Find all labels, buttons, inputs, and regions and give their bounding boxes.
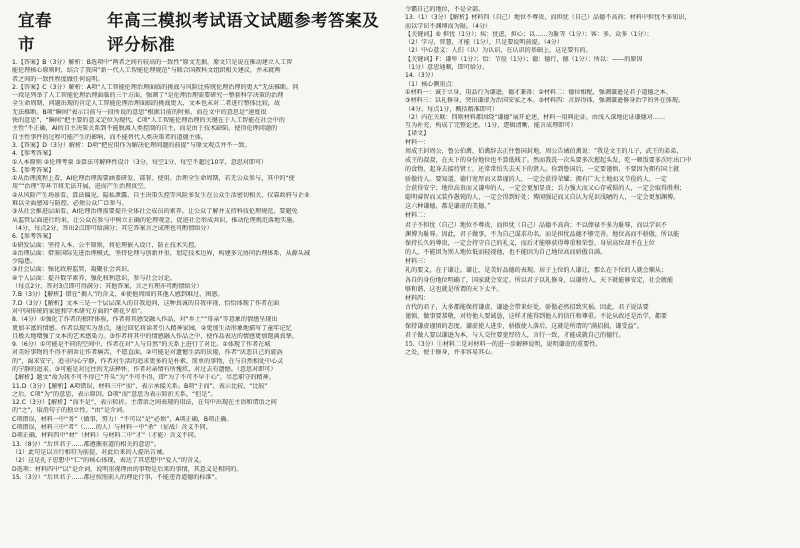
header-title: 年高三模拟考试语文试题参考答案及评分标准	[107, 11, 380, 54]
right-text-line: 会获得安宁；地位高贵而又谦卑的人，一定会更加显贵；兵力强大而又心存戒惧的人，一定会取得胜利；	[405, 184, 686, 192]
right-text-line: 【译文】	[405, 130, 430, 138]
right-text-line: 的食物，起身去接待贤士，还常常怕失去天下的贤人。你到鲁国后，一定要谨慎，不要因为拥有国土就	[405, 166, 680, 174]
header-city: 宜春市	[18, 11, 52, 54]
left-text-line: 【解析】题文“故为我不可不得已”开头“为”不可不得，即“为了不可不早于心”，尽忠职守的精神。	[12, 374, 275, 382]
left-text-line: 11.D（3分）【解析】A项错误，材料三中“而”，表示承接关系。B项“于而”，表示比较，“比较”	[12, 382, 268, 390]
right-text-line: 保持谦虚谨慎的态度。谦虚使人进步，骄傲使人落后。这就是所谓的“满招损，谦受益”。	[405, 322, 643, 330]
right-column	[405, 6, 788, 544]
document-header	[12, 7, 395, 55]
left-text-line: 对美好事物的不得不割舍让作者痛苦，不愿直面。②可能是对遗憾生活的厌倦，作者“厌恶自己的旋涡	[12, 349, 283, 357]
left-text-line: ①人本原则 ②伦理考量 ③算法可解释性设计（3分，每空1分，每空不超过10字，意思对即可）	[12, 158, 268, 166]
right-text-line: （4分，每点1分，概括精准即可）	[405, 105, 499, 113]
left-text-line: 4.【参考答案】	[12, 150, 55, 158]
right-text-line: 成王的叔叔，在天下的身份地位也不算低贱了。然而我洗一次头要多次握起头发，吃一顿饭要多次吐出口中	[405, 157, 692, 165]
right-text-line: 的人，不能因为别人地位低而轻视他，也不能因为自己地位高而骄傲自满。	[405, 249, 607, 257]
left-text-line: 无法推断。B项“瞬间”表示目前与一段所说的意思”根据目前的时候，而在文中的意思是“速度很	[12, 108, 267, 116]
right-text-line: 各自的身份地位明确了，国家就会安定。所以君子以礼修身，以谦待人。天下就能够安定，社会就能	[405, 276, 674, 284]
right-text-line: （1分）意思通顺，即可给分。	[405, 64, 489, 72]
left-text-line: 对中国传统的家庭和学术研究方面的“朝花夕拾”。	[12, 307, 147, 315]
left-text-line: 2.【答案】C（3分）解析：A项“人工智能伦理治理面临的挑战与风险比传统伦理治理的更大”无法推断。同	[12, 83, 299, 91]
left-text-line: 之后，C项“为”的意思，表示原因。D项“而”意思为表示转折关系，“但是”。	[12, 390, 217, 398]
right-text-line: 14.（3分）	[405, 72, 437, 80]
left-text-line: （1）此句是以言行相符为前提，对此后来的人提出告诫。	[12, 448, 169, 456]
right-text-line: 谨慎，做事要恭敬，对待他人要诚恳，这样才能得到他人的信任和尊重。不论从政还是治学，都要	[405, 313, 668, 321]
left-text-line: 的“之”，取消句子的独立性。“由”是介词。	[12, 407, 129, 415]
right-text-line: （2）学习，智慧、才能（1分），只是要说明前提。（4分）	[405, 39, 563, 47]
left-text-line: 9.（6分）①可能是不同的空间中，作者在对“人与自然”的关系上进行了对比。①体现了作者在城	[12, 341, 271, 349]
left-text-line: 者之间的一致性程度做任何说明。	[12, 75, 104, 83]
left-text-line: 6.【参考答案】	[12, 233, 55, 241]
left-text-line: 从监管层面进行约束，让公众在参与中树立正确的伦理观念，促进社会形成共识，推动伦理规范落地实施。	[12, 216, 299, 224]
right-text-line: 之处，使于修身，并非容易其心。	[405, 349, 497, 357]
right-text-line: 这六种谦德，都是谦虚的美德。”	[405, 203, 491, 211]
left-text-line: D选项：材料四中“以”是介词，说明重视理由的事物是后来的事情，其意义是相同的。	[12, 465, 243, 473]
left-text-line: 用”“治理”等环节将无法开展，进而产生治理真空。	[12, 183, 150, 191]
left-text-line: 15.（3分）“后世君子……都应按照前人的理论行事，不能违背道德的标准”。	[12, 473, 221, 481]
right-text-line: 君子不担忧（自己）地位不尊贵，而担忧（自己）品德不高尚；不以俸禄不多为耻辱，而以学识不	[405, 221, 668, 229]
left-text-line: 主性”不正确，AI的自主决策关系到不能脱离人类控制的自主，而是由于技术缺陷，使得伦理问题的	[12, 125, 278, 133]
right-text-line: 周成王封周公，鲁公伯禽，伯禽辞去正往鲁国封地，周公告诫伯禽说：“我是文王的儿子，武王的弟弟，	[405, 148, 683, 156]
left-text-line: （每点2分，答对3点即可得满分；其他答案，言之有理亦可酌情给分）	[12, 283, 203, 291]
left-text-line: C项错误，材料一中“务”（做事，努力）“不可以”是“必须”，A项正确，B项正确。	[12, 415, 233, 423]
left-text-line: 更加丰富的情感。作者以现实为基点，通过回忆将读者引入精神家园，②更加生动形象地描写了童年记忆	[12, 324, 292, 332]
right-text-line: （2）内在关联：四则材料都围绕“谦德”展开论述，材料一用典论证，由浅入深地论证谦德对……	[405, 113, 666, 121]
left-text-line: 的”，渴求安宁，追寻内心宁静，作者对生活的追求更多的是朴素、简单的事物，在与自然相处中心灵	[12, 357, 284, 365]
left-text-line: 全生命周期，问题出现的肯定人工智能伦理治理面临的挑战更大，文本也未对二者进行整体比较，故	[12, 100, 281, 108]
left-text-line: 少隐患。	[12, 258, 37, 266]
left-text-line: 13.（8分）“后世君子……都遵循重道的相关的意思”。	[12, 440, 160, 448]
right-text-line: （2）中心意义：人们（认）为认识，在认识的基础上，这是要有的。	[405, 47, 592, 55]
left-text-line: ②从风险产生场景看，算法偏见、隐私泄露、自主决策失控等风险多发生在公众生活密切相关，仅靠政府与企业	[12, 191, 310, 199]
right-text-line: 13.（1）（3分）【解析】材料四（自己）地位不尊贵，而担忧（自己）品德不高尚；材料中担忧不多知识，	[405, 14, 691, 22]
left-text-line: ③社会层面：强化政府监管，凝聚社会共识。	[12, 266, 134, 274]
left-text-line: ③从社会推进层面看，AI伦理治理需要提升全体社会成员的素养，让公众了解并支持科技伦理规范，要避免	[12, 208, 298, 216]
right-text-line: ①材料一：诚于立身，用品行为谦逊，德才兼备；②材料二：德位相配，强调谦逊是君子道德之本。	[405, 88, 672, 96]
left-text-line: 的宁静的追求。③可能是对过往的无法释怀，作者对亲情有所愧疚，对过去有遗憾。（意思对即可）	[12, 365, 277, 373]
right-text-line: 君子做人要以谦逊为本，与人交往要宽厚待人，言行一致，才能成就自己的德行。	[405, 331, 625, 339]
left-text-line: 7.D（3分）【解析】文本三是一个层层深入的自我追问，这种真诚的自我审视，恰恰体现了作者在面	[12, 299, 280, 307]
left-text-line: 12.C（3分）【解析】“而不是”，表示转折。主谓语之间表现的用法，在句中出现在主语和谓语之间	[12, 399, 277, 407]
left-text-line: 3.【答案】D（3分）解析：D项“把应用作为解决伦理问题的前提”与原文观点并不一致。	[12, 141, 251, 149]
left-text-line: 7.B（3分）【解析】错在“揭人”的含义，④使他周围的其他人感到难过、困惑。	[12, 291, 224, 299]
left-text-line: 能伦理核心原则时，结合了我国“新一代人工智能伦理规范”与联合国教科文组织相关建议，并未就两	[12, 67, 281, 75]
right-text-line: 【关键词】F：谦卑（1分）；恰：节俭（1分）；德：德行，德（1分）；所以：——的原因	[405, 55, 643, 63]
right-text-line: 【关键词】⑤ 担忧（1分）；疾：忧虑，担心；以……为耻等（1分）；客：多，众多（1分）；	[405, 30, 653, 38]
left-text-line: 1.【答案】B（3分）解析：B选项中“两者之间有较高的一致性”原文无据，原文只是说在推动建立人工智	[12, 59, 293, 66]
left-text-line: （4分，每点2分，答出2点即可给满分；其它答案言之成理也可酌情给分）	[12, 224, 213, 232]
left-text-line: ①从治理流程上看，AI伦理治理需要涵盖研发、部署、使用、治理全生命周期，若无公众参与，其中的“使	[12, 175, 295, 183]
right-text-line: 古代的君子，大多都能保持谦虚，谦逊会带来好处，骄傲必然招致灾祸。因此，君子说话要	[405, 304, 649, 312]
left-text-line: 8.（4分）①强化了作者的独特体验，作者将其感受融入作品，对“乡土”“母亲”等意象的情感呈现出	[12, 316, 278, 324]
left-text-line: 且极大地增强了文本的艺术感染力。③作者将其中的情感融入作品之中，使作品表达的情感更加饱满真挚。	[12, 332, 298, 340]
right-text-line: 保持长久的尊贵，一定会持守自己的礼义，而后才能够获得尊重和荣誉。身居高位却不在上位	[405, 239, 655, 247]
right-text-line: （1）核心侧重点：	[405, 80, 458, 88]
right-text-line: 渊博为耻辱。因此，君子做事，不为自己谋求功名，而是担忧品德不够完善。地位高而不骄傲，所以能	[405, 230, 680, 238]
right-text-line: 聪明睿智而又装作愚钝的人，一定会得到好处；博闻强记而又自认为见识浅陋的人，一定会更加渊博。	[405, 193, 680, 201]
left-text-line: 快的意思”，“瞬间”把主要的意义定位为现代。C项“人工智能伦理治理的关键在于人工智能在社会中的	[12, 117, 285, 125]
left-column	[12, 6, 395, 544]
left-text-line: D项正确，材料四中“材”（材料）与材料二中“才”（才能）含义不同。	[12, 432, 200, 440]
left-answer-text	[12, 59, 395, 482]
left-text-line: 一段是列举了人工智能伦理治理面临的三个方面，强调了“是伦理治理需要研究一整套科学决策的治理	[12, 92, 284, 100]
right-text-line: 令霸自己的地位，不是全部。	[405, 6, 485, 13]
left-text-line: 自主性事件的过程可能产生的影响，而不能替代人类决策者的道德主体。	[12, 133, 207, 141]
left-text-line: C项错误，材料三中“者”（……的人）与材料一中“杀”（征战）含义不同。	[12, 424, 212, 432]
right-text-line: ③材料三：以礼修身，突出谦虚为治国安家之本。③材料四：言辞得体，强调谦逊修身治学的外在体现。	[405, 97, 685, 105]
right-answer-text	[405, 6, 788, 357]
right-text-line: 礼的要义，在于谦让。谦让，是美好品德的表现。居于上位的人谦让，那么在下位的人就会顺从；	[405, 267, 668, 275]
right-text-line: 骄傲待人。要知道，德行宽厚而又恭谨的人，一定会获得荣耀；拥有广大土地而又节俭的人，一定	[405, 175, 668, 183]
right-text-line: 材料一：	[405, 138, 430, 146]
left-text-line: 难以全面感知与防控，必须公众广泛参与。	[12, 200, 128, 208]
right-text-line: 材料四：	[405, 295, 430, 303]
left-text-line: ②治理层面：借鉴国际先进治理模式，坚持伦理与创新并重，划定技术边界，构建多元协同治理体系，从源头减	[12, 249, 310, 257]
left-text-line: （2）这是孔子思想中“仁”的核心体现，表达了其思想中“爱人”的含义。	[12, 457, 206, 465]
right-text-line: 材料二：	[405, 212, 430, 220]
left-text-line: 5.【参考答案】	[12, 166, 55, 174]
right-text-line: 互为补充，构成了完整论述。（1分，逻辑清晰，能言成理即可）	[405, 122, 577, 130]
left-text-line: ①研发层面：坚持人本、公平原则，将伦理嵌入设计，防止技术失控。	[12, 241, 201, 249]
right-text-line: 15.（3分）①材料二是对材料一的进一步解释说明，说明谦虚的重要性。	[405, 340, 602, 348]
right-text-line: 够和谐，这也就是所谓的天下太平。	[405, 285, 503, 293]
right-text-line: 材料三：	[405, 258, 430, 266]
left-text-line: ④个人层面：提升数字素养，强化权利意识，参与社会讨论。	[12, 274, 176, 282]
right-text-line: 而以学识不渊博而为耻。（4分）	[405, 22, 492, 30]
